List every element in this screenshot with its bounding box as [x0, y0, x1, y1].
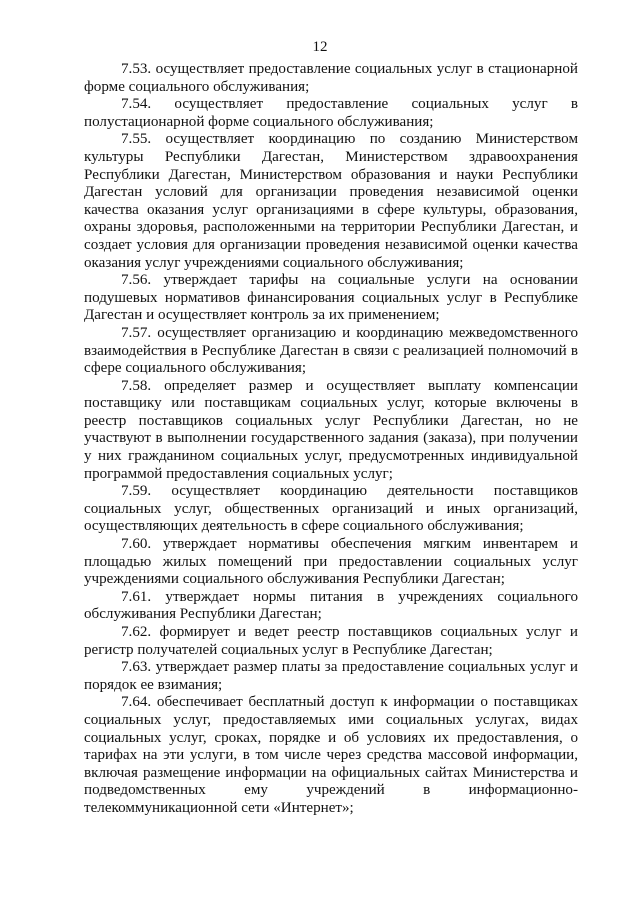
paragraph-7-55: 7.55. осуществляет координацию по созданию Министерством культуры Республики Дагестан, Министерством здравоохранения Республики Дагестан, Министерством образования и науки Республики Дагестан условий для организации проведения независимой оценки качества оказания услуг организациями в сфере культуры, образования, охраны здоровья, расположенными на территории Республики Дагестан, и создает условия для организации проведения независимой оценки качества оказания услуг учреждениями социального обслуживания; [84, 131, 578, 271]
paragraph-7-64: 7.64. обеспечивает бесплатный доступ к информации о поставщиках социальных услуг, предоставляемых ими социальных услугах, видах социальных услуг, сроках, порядке и об условиях их предоставления, о тарифах на эти услуги, в том числе через средства массовой информации, включая размещение информации на официальных сайтах Министерства и подведомственных ему учреждений в информационно-телекоммуникационной сети «Интернет»; [84, 694, 578, 816]
paragraph-7-62: 7.62. формирует и ведет реестр поставщиков социальных услуг и регистр получателей социальных услуг в Республике Дагестан; [84, 624, 578, 658]
paragraph-7-53: 7.53. осуществляет предоставление социальных услуг в стационарной форме социального обслуживания; [84, 61, 578, 95]
paragraph-7-56: 7.56. утверждает тарифы на социальные услуги на основании подушевых нормативов финансирования социальных услуг в Республике Дагестан и осуществляет контроль за их применением; [84, 272, 578, 324]
paragraph-7-61: 7.61. утверждает нормы питания в учреждениях социального обслуживания Республики Дагестан; [84, 588, 578, 623]
paragraph-7-60: 7.60. утверждает нормативы обеспечения мягким инвентарем и площадью жилых помещений при предоставлении социальных услуг учреждениями социального обслуживания Республики Дагестан; [84, 536, 578, 588]
paragraph-7-57: 7.57. осуществляет организацию и координацию межведомственного взаимодействия в Республике Дагестан в связи с реализацией полномочий в сфере социального обслуживания; [84, 324, 578, 377]
paragraph-7-63: 7.63. утверждает размер платы за предоставление социальных услуг и порядок ее взимания; [84, 659, 578, 693]
paragraph-7-58: 7.58. определяет размер и осуществляет выплату компенсации поставщику или поставщикам социальных услуг, которые включены в реестр поставщиков социальных услуг Республики Дагестан, но не участвуют в выполнении государственного задания (заказа), при получении у них гражданином социальных услуг, предусмотренных индивидуальной программой предоставления социальных услуг; [84, 377, 578, 482]
document-body [84, 61, 578, 818]
paragraph-7-59: 7.59. осуществляет координацию деятельности поставщиков социальных услуг, общественных организаций и иных организаций, осуществляющих деятельность в сфере социального обслуживания; [84, 483, 578, 535]
paragraph-7-54: 7.54. осуществляет предоставление социальных услуг в полустационарной форме социального обслуживания; [84, 96, 578, 130]
page-number: 12 [312, 39, 328, 55]
